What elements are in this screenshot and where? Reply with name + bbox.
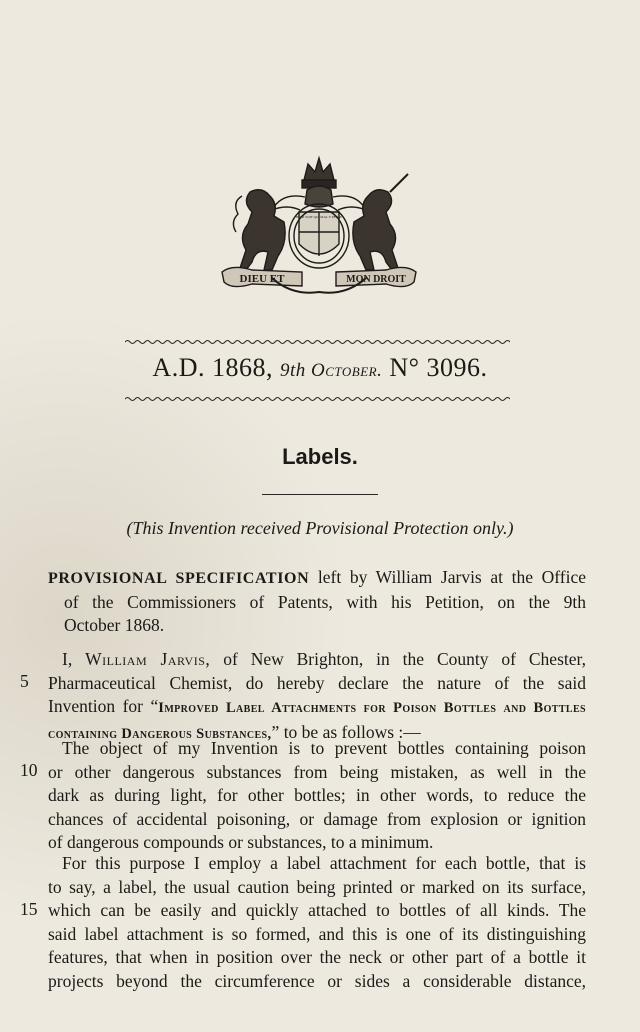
para2-line-3: dark as during light, for other bottles; in other words, to reduce the: [48, 785, 586, 805]
purpose-paragraph: [48, 852, 586, 993]
protection-note: (This Invention received Provisional Protection only.): [126, 518, 514, 538]
crest-motto-left: DIEU ET: [239, 273, 285, 285]
para1-line-2: Pharmaceutical Chemist, do hereby declare the nature of the said: [48, 672, 586, 693]
para2-line-5: of dangerous compounds or substances, to a minimum.: [48, 832, 434, 852]
para1-line-1: I, William Jarvis, of New Brighton, in the County of Chester,: [62, 649, 587, 669]
crest-motto-right: MON DROIT: [346, 274, 406, 285]
spec-line-2: of the Commissioners of Patents, with his Petition, on the 9th: [64, 591, 586, 612]
para1-line-3: Invention for “Improved Label Attachments for Poison Bottles and Bottles: [48, 696, 586, 716]
patent-number: N° 3096.: [389, 353, 488, 382]
para3-line-3: which can be easily and quickly attached to bottles of all kinds. The: [48, 900, 586, 920]
header-year: A.D. 1868,: [152, 353, 273, 382]
royal-coat-of-arms-emblem: [212, 152, 427, 302]
para1-line-4: containing Dangerous Substances,” to be as follows :—: [48, 721, 421, 742]
para3-line-4: said label attachment is so formed, and this is one of its distinguishing: [48, 923, 586, 944]
document-title: Labels.: [282, 444, 358, 469]
header-date: 9th October.: [279, 360, 383, 381]
para2-line-4: chances of accidental poisoning, or damage from explosion or ignition: [48, 808, 586, 829]
para3-line-6: projects beyond the circumference or sides a considerable distance,: [48, 970, 586, 991]
para2-line-2: or other dangerous substances from being mistaken, as well in the: [48, 761, 586, 782]
declaration-paragraph: [48, 648, 586, 746]
object-paragraph: [48, 737, 586, 855]
specification-paragraph: [48, 566, 586, 638]
spec-line-1: PROVISIONAL SPECIFICATION left by William Jarvis at the Office: [48, 567, 587, 587]
patent-header: [0, 353, 640, 383]
para3-line-1: For this purpose I employ a label attachment for each bottle, that is: [62, 853, 586, 873]
para2-line-1: The object of my Invention is to prevent bottles containing poison: [62, 738, 586, 758]
title-divider: [262, 494, 378, 495]
ornamental-rule-top: [125, 338, 510, 346]
spec-line-3: October 1868.: [64, 615, 165, 635]
para3-line-2: to say, a label, the usual caution being printed or marked on its surface,: [48, 876, 586, 897]
line-number-5: 5: [20, 671, 29, 691]
ornamental-rule-bottom: [125, 395, 510, 403]
line-number-15: 15: [20, 899, 38, 919]
para3-line-5: features, that when in position over the neck or other part of a bottle it: [48, 947, 586, 967]
crest-garter-motto: HONI SOIT QUI MAL Y PENSE: [295, 215, 343, 219]
line-number-10: 10: [20, 760, 38, 780]
